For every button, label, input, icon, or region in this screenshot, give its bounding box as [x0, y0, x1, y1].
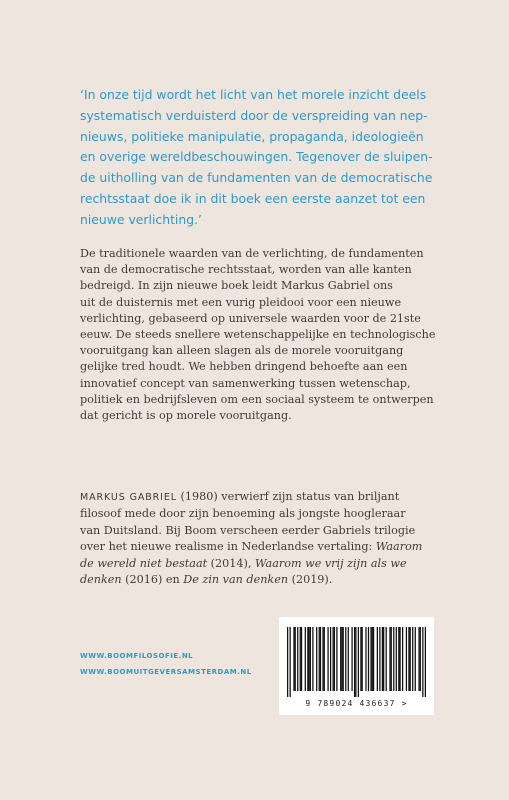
barcode-bar — [336, 627, 337, 691]
barcode-bar — [307, 627, 308, 691]
back-cover-quote — [80, 85, 480, 231]
quote-line: en overige wereldbeschouwingen. Tegenover de sluipen- — [80, 149, 433, 165]
barcode-bar — [408, 627, 409, 691]
barcode-bar — [319, 627, 320, 691]
barcode-bar — [391, 627, 392, 691]
barcode-bar — [379, 627, 380, 691]
barcode-bar — [368, 627, 369, 691]
isbn-number: 9 789024 436637 > — [305, 699, 408, 708]
blurb-line: De traditionele waarden van de verlichting, de fundamenten — [80, 247, 424, 260]
quote-line: nieuws, politieke manipulatie, propaganda, ideologieën — [80, 128, 424, 144]
barcode-bar — [422, 627, 423, 697]
barcode-bar — [297, 627, 298, 691]
barcode-bar — [341, 627, 342, 691]
barcode-bar — [301, 627, 302, 691]
blurb-line: politiek en bedrijfsleven om een sociaal systeem te ontwerpen — [80, 392, 434, 406]
barcode-bar — [415, 627, 416, 691]
barcode-bar — [343, 627, 344, 691]
barcode-bar — [287, 627, 288, 697]
quote-line: nieuwe verlichting.’ — [80, 211, 202, 227]
blurb-line: bedreigd. In zijn nieuwe boek leidt Markus Gabriel ons — [80, 279, 393, 293]
barcode-bar — [420, 627, 421, 691]
barcode-bar — [358, 627, 359, 697]
barcode-bar — [412, 627, 413, 691]
barcode-bar — [348, 627, 349, 691]
barcode-bar — [398, 627, 399, 691]
bio-text: (2016) en — [121, 573, 184, 587]
publisher-links — [80, 648, 252, 680]
website-link[interactable]: WWW.BOOMUITGEVERSAMSTERDAM.NL — [80, 668, 252, 676]
barcode-bar — [389, 627, 390, 691]
barcode-bar — [396, 627, 397, 691]
quote-line: rechtsstaat doe ik in dit boek een eerste aanzet tot een — [80, 190, 426, 206]
bio-text: (2019). — [288, 573, 333, 587]
blurb-line: van de democratische rechtsstaat, worden van alle kanten — [80, 263, 412, 277]
barcode-bar — [320, 627, 321, 691]
blurb-line: dat gericht is op morele vooruitgang. — [80, 409, 292, 423]
barcode-bar — [290, 627, 291, 697]
barcode-bar — [383, 627, 384, 691]
book-title: de wereld niet bestaat — [80, 556, 208, 570]
bio-text: (1980) verwierf zijn status van briljant — [176, 490, 400, 503]
barcode-bar — [362, 627, 363, 691]
barcode-bar — [372, 627, 373, 691]
barcode-bar — [354, 627, 355, 697]
barcode-bar — [370, 627, 371, 691]
website-link[interactable]: WWW.BOOMFILOSOFIE.NL — [80, 652, 194, 660]
barcode-bar — [386, 627, 387, 691]
barcode-bar — [308, 627, 309, 691]
bio-text: (2014), — [207, 556, 255, 570]
barcode-bar — [425, 627, 426, 697]
bio-line: van Duitsland. Bij Boom verscheen eerder Gabriels trilogie — [80, 523, 416, 537]
bio-line: filosoof mede door zijn benoeming als jongste hoogleraar — [80, 507, 406, 521]
quote-line: ‘In onze tijd wordt het licht van het morele inzicht deels — [80, 87, 427, 102]
barcode-bar — [377, 627, 378, 691]
barcode-bar — [355, 627, 356, 697]
book-title: Waarom we vrij zijn als we — [255, 556, 407, 570]
author-name: MARKUS GABRIEL — [80, 492, 177, 503]
barcode-bar — [316, 627, 317, 691]
barcode-bars — [287, 627, 426, 697]
barcode-bar — [360, 627, 361, 691]
barcode-bar — [382, 627, 383, 691]
barcode-bar — [393, 627, 394, 691]
barcode-bar — [327, 627, 328, 691]
blurb-line: eeuw. De steeds snellere wetenschappelijke en technologische — [80, 328, 436, 342]
barcode-bar — [330, 627, 331, 691]
blurb-line: verlichting, gebaseerd op universele waarden voor de 21ste — [80, 311, 421, 325]
barcode-bar — [418, 627, 419, 691]
blurb-line: innovatief concept van samenwerking tussen wetenschap, — [80, 376, 411, 390]
blurb-line: vooruitgang kan alleen slagen als de morele vooruitgang — [80, 344, 404, 358]
isbn-barcode — [279, 617, 434, 715]
quote-line: systematisch verduisterd door de verspreiding van nep- — [80, 107, 428, 123]
blurb-paragraph — [80, 246, 490, 424]
barcode-bar — [312, 627, 313, 691]
quote-line: de uitholling van de fundamenten van de democratische — [80, 170, 433, 186]
barcode-bar — [402, 627, 403, 691]
bio-text: over het nieuwe realisme in Nederlandse vertaling: — [80, 540, 376, 554]
barcode-bar — [310, 627, 311, 691]
barcode-bar — [365, 627, 366, 691]
barcode-bar — [322, 627, 323, 691]
book-title: De zin van denken — [183, 573, 289, 587]
barcode-bar — [300, 627, 301, 691]
barcode-bar — [305, 627, 306, 691]
book-title: denken — [80, 573, 122, 587]
barcode-bar — [324, 627, 325, 691]
barcode-bar — [373, 627, 374, 691]
barcode-bar — [399, 627, 400, 691]
barcode-bar — [340, 627, 341, 691]
barcode-bar — [410, 627, 411, 691]
blurb-line: uit de duisternis met een vurig pleidooi voor een nieuwe — [80, 295, 402, 309]
barcode-bar — [345, 627, 346, 691]
author-bio — [80, 489, 490, 588]
barcode-bar — [406, 627, 407, 691]
barcode-bar — [332, 627, 333, 691]
barcode-bar — [334, 627, 335, 691]
barcode-bar — [295, 627, 296, 691]
book-title: Waarom — [375, 540, 423, 554]
barcode-bar — [351, 627, 352, 691]
barcode-bar — [293, 627, 294, 691]
blurb-line: gelijke tred houdt. We hebben dringend behoefte aan een — [80, 360, 408, 374]
